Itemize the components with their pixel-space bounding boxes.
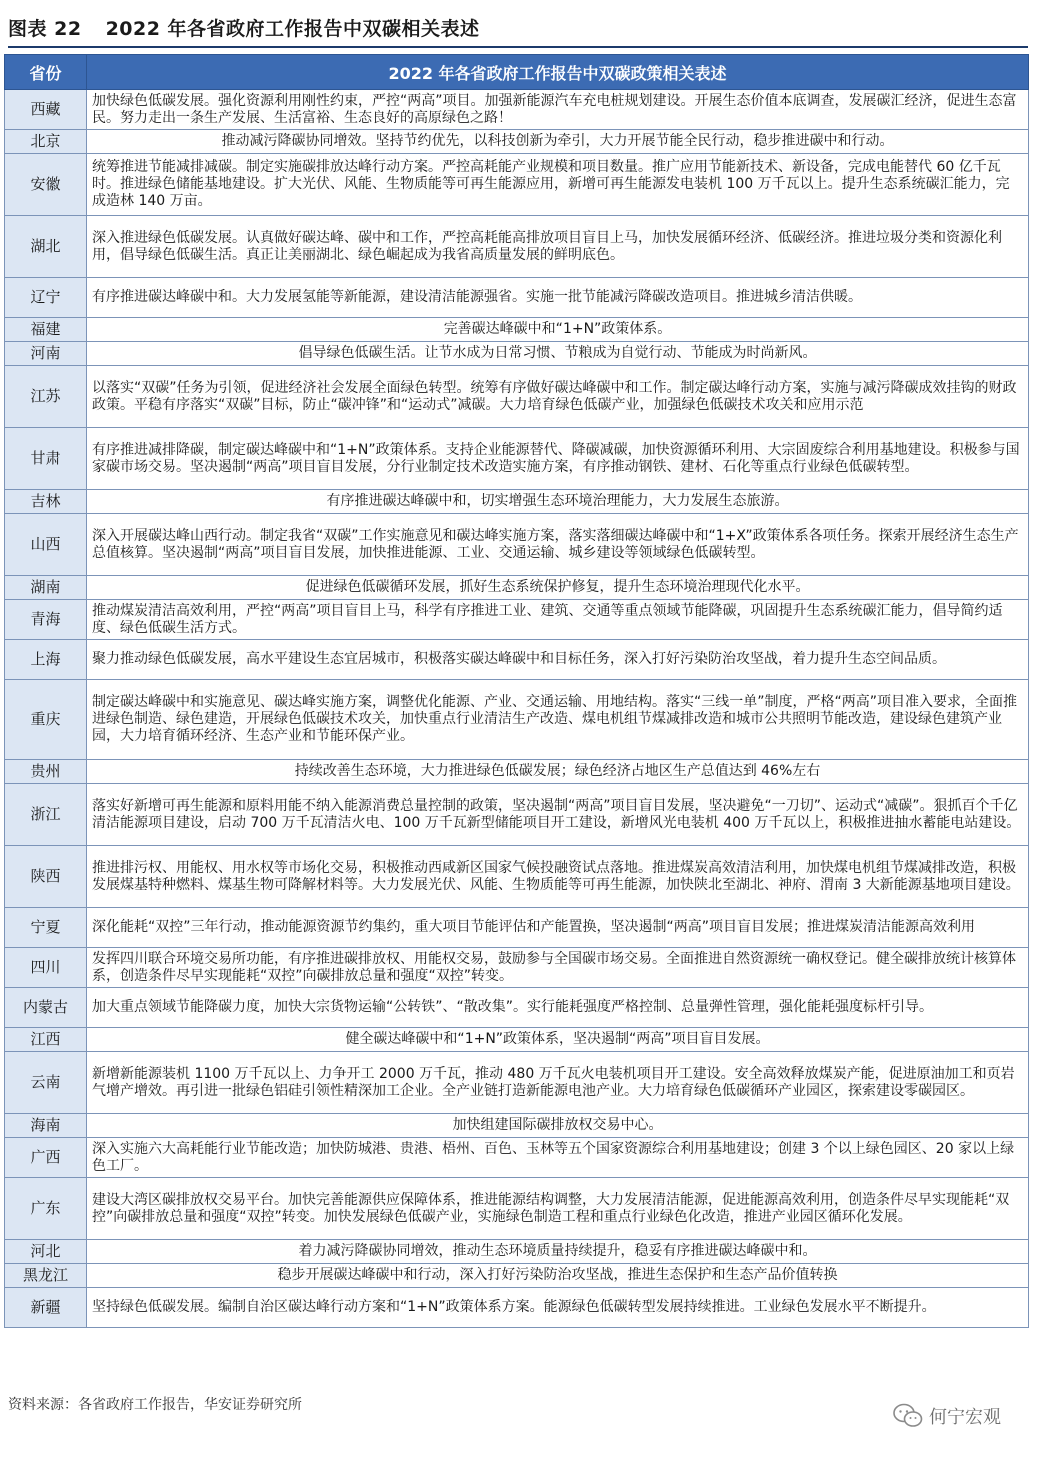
province-cell: 山西 bbox=[5, 514, 87, 576]
province-cell: 云南 bbox=[5, 1052, 87, 1114]
policy-text-cell: 健全碳达峰碳中和“1+N”政策体系，坚决遏制“两高”项目盲目发展。 bbox=[87, 1028, 1029, 1052]
table-row bbox=[5, 1264, 1029, 1288]
policy-text-cell: 完善碳达峰碳中和“1+N”政策体系。 bbox=[87, 318, 1029, 342]
policy-text-cell: 推动煤炭清洁高效利用，严控“两高”项目盲目上马，科学有序推进工业、建筑、交通等重点领域节能降碳，巩固提升生态系统碳汇能力，倡导简约适度、绿色低碳生活方式。 bbox=[87, 600, 1029, 640]
header-province: 省份 bbox=[5, 55, 87, 90]
table-row bbox=[5, 1028, 1029, 1052]
table-row bbox=[5, 216, 1029, 278]
table-row bbox=[5, 1240, 1029, 1264]
policy-text-cell: 稳步开展碳达峰碳中和行动，深入打好污染防治攻坚战，推进生态保护和生态产品价值转换 bbox=[87, 1264, 1029, 1288]
table-row bbox=[5, 948, 1029, 988]
table-row bbox=[5, 1052, 1029, 1114]
table-row bbox=[5, 130, 1029, 154]
table-row bbox=[5, 514, 1029, 576]
table-row bbox=[5, 760, 1029, 784]
figure-title bbox=[8, 12, 1028, 48]
province-cell: 宁夏 bbox=[5, 908, 87, 948]
policy-text-cell: 坚持绿色低碳发展。编制自治区碳达峰行动方案和“1+N”政策体系方案。能源绿色低碳转型发展持续推进。工业绿色发展水平不断提升。 bbox=[87, 1288, 1029, 1328]
province-cell: 上海 bbox=[5, 640, 87, 680]
policy-text-cell: 加快组建国际碳排放权交易中心。 bbox=[87, 1114, 1029, 1138]
policy-text-cell: 以落实“双碳”任务为引领，促进经济社会发展全面绿色转型。统筹有序做好碳达峰碳中和工作。制定碳达峰行动方案，实施与减污降碳成效挂钩的财政政策。平稳有序落实“双碳”目标，防止“碳冲锋”和“运动式”减碳。大力培育绿色低碳产业，加强绿色低碳技术攻关和应用示范 bbox=[87, 366, 1029, 428]
province-cell: 吉林 bbox=[5, 490, 87, 514]
table-row bbox=[5, 342, 1029, 366]
province-cell: 青海 bbox=[5, 600, 87, 640]
table-row bbox=[5, 1138, 1029, 1178]
policy-text-cell: 聚力推动绿色低碳发展，高水平建设生态宜居城市，积极落实碳达峰碳中和目标任务，深入打好污染防治攻坚战，着力提升生态空间品质。 bbox=[87, 640, 1029, 680]
table-row bbox=[5, 576, 1029, 600]
province-cell: 河南 bbox=[5, 342, 87, 366]
table-row bbox=[5, 318, 1029, 342]
table-row bbox=[5, 784, 1029, 846]
table-row bbox=[5, 1114, 1029, 1138]
province-cell: 安徽 bbox=[5, 154, 87, 216]
policy-text-cell: 统筹推进节能减排减碳。制定实施碳排放达峰行动方案。严控高耗能产业规模和项目数量。推广应用节能新技术、新设备，完成电能替代 60 亿千瓦时。推进绿色储能基地建设。扩大光伏、风能、生物质能等可再生能源应用，新增可再生能源发电装机 100 万千瓦以上。提升生态系统碳汇能力，完成造林 140 万亩。 bbox=[87, 154, 1029, 216]
policy-text-cell: 建设大湾区碳排放权交易平台。加快完善能源供应保障体系，推进能源结构调整，大力发展清洁能源，促进能源高效利用，创造条件尽早实现能耗“双控”向碳排放总量和强度“双控”转变。加快发展绿色低碳产业，实施绿色制造工程和重点行业绿色化改造，推进产业园区循环化发展。 bbox=[87, 1178, 1029, 1240]
policy-text-cell: 制定碳达峰碳中和实施意见、碳达峰实施方案，调整优化能源、产业、交通运输、用地结构。落实“三线一单”制度，严格“两高”项目准入要求，全面推进绿色制造、绿色建造，开展绿色低碳技术攻关，加快重点行业清洁生产改造、煤电机组节煤减排改造和城市公共照明节能改造，建设绿色建筑产业园，大力培育循环经济、生态产业和节能环保产业。 bbox=[87, 680, 1029, 760]
table-row bbox=[5, 428, 1029, 490]
province-cell: 湖北 bbox=[5, 216, 87, 278]
policy-text-cell: 落实好新增可再生能源和原料用能不纳入能源消费总量控制的政策，坚决遏制“两高”项目盲目发展，坚决避免“一刀切”、运动式“减碳”。狠抓百个千亿清洁能源项目建设，启动 700 万千瓦清洁火电、100 万千瓦新型储能项目开工建设，新增风光电装机 400 万千瓦以上，积极推进抽水蓄能电站建设。 bbox=[87, 784, 1029, 846]
policy-text-cell: 推动减污降碳协同增效。坚持节约优先，以科技创新为牵引，大力开展节能全民行动，稳步推进碳中和行动。 bbox=[87, 130, 1029, 154]
policy-text-cell: 深化能耗“双控”三年行动，推动能源资源节约集约，重大项目节能评估和产能置换，坚决遏制“两高”项目盲目发展；推进煤炭清洁能源高效利用 bbox=[87, 908, 1029, 948]
header-policy: 2022 年各省政府工作报告中双碳政策相关表述 bbox=[87, 55, 1029, 90]
province-cell: 陕西 bbox=[5, 846, 87, 908]
table-row bbox=[5, 600, 1029, 640]
policy-text-cell: 新增新能源装机 1100 万千瓦以上、力争开工 2000 万千瓦，推动 480 万千瓦火电装机项目开工建设。安全高效释放煤炭产能，促进原油加工和页岩气增产增效。再引进一批绿色铝硅引领性精深加工企业。全产业链打造新能源电池产业。大力培育绿色低碳循环产业园区，探索建设零碳园区。 bbox=[87, 1052, 1029, 1114]
province-cell: 河北 bbox=[5, 1240, 87, 1264]
table-row bbox=[5, 490, 1029, 514]
province-cell: 西藏 bbox=[5, 90, 87, 130]
table-row bbox=[5, 1288, 1029, 1328]
province-cell: 湖南 bbox=[5, 576, 87, 600]
province-cell: 内蒙古 bbox=[5, 988, 87, 1028]
province-cell: 江苏 bbox=[5, 366, 87, 428]
policy-text-cell: 有序推进碳达峰碳中和。大力发展氢能等新能源，建设清洁能源强省。实施一批节能减污降碳改造项目。推进城乡清洁供暖。 bbox=[87, 278, 1029, 318]
table-row bbox=[5, 988, 1029, 1028]
policy-text-cell: 持续改善生态环境，大力推进绿色低碳发展；绿色经济占地区生产总值达到 46%左右 bbox=[87, 760, 1029, 784]
table-row bbox=[5, 366, 1029, 428]
table-row bbox=[5, 90, 1029, 130]
province-cell: 四川 bbox=[5, 948, 87, 988]
watermark bbox=[893, 1403, 1001, 1429]
policy-text-cell: 推进排污权、用能权、用水权等市场化交易，积极推动西咸新区国家气候投融资试点落地。推进煤炭高效清洁利用，加快煤电机组节煤减排改造，积极发展煤基特种燃料、煤基生物可降解材料等。大力发展光伏、风能、生物质能等可再生能源，加快陕北至湖北、神府、渭南 3 大新能源基地项目建设。 bbox=[87, 846, 1029, 908]
wechat-icon bbox=[893, 1403, 923, 1429]
policy-text-cell: 加快绿色低碳发展。强化资源利用刚性约束，严控“两高”项目。加强新能源汽车充电桩规划建设。开展生态价值本底调查，发展碳汇经济，促进生态富民。努力走出一条生产发展、生活富裕、生态良好的高原绿色之路！ bbox=[87, 90, 1029, 130]
table-row bbox=[5, 1178, 1029, 1240]
policy-text-cell: 深入开展碳达峰山西行动。制定我省“双碳”工作实施意见和碳达峰实施方案，落实落细碳达峰碳中和“1+X”政策体系各项任务。探索开展经济生态生产总值核算。坚决遏制“两高”项目盲目发展，加快推进能源、工业、交通运输、城乡建设等领域绿色低碳转型。 bbox=[87, 514, 1029, 576]
province-cell: 江西 bbox=[5, 1028, 87, 1052]
policy-text-cell: 有序推进减排降碳，制定碳达峰碳中和“1+N”政策体系。支持企业能源替代、降碳减碳，加快资源循环利用、大宗固废综合利用基地建设。积极参与国家碳市场交易。坚决遏制“两高”项目盲目发展，分行业制定技术改造实施方案，有序推动钢铁、建材、石化等重点行业绿色低碳转型。 bbox=[87, 428, 1029, 490]
province-cell: 福建 bbox=[5, 318, 87, 342]
policy-text-cell: 深入实施六大高耗能行业节能改造；加快防城港、贵港、梧州、百色、玉林等五个国家资源综合利用基地建设；创建 3 个以上绿色园区、20 家以上绿色工厂。 bbox=[87, 1138, 1029, 1178]
policy-text-cell: 有序推进碳达峰碳中和，切实增强生态环境治理能力，大力发展生态旅游。 bbox=[87, 490, 1029, 514]
figure-number: 图表 22 bbox=[8, 18, 82, 40]
table-header-row bbox=[5, 55, 1029, 90]
province-cell: 新疆 bbox=[5, 1288, 87, 1328]
table-row bbox=[5, 278, 1029, 318]
policy-text-cell: 深入推进绿色低碳发展。认真做好碳达峰、碳中和工作，严控高耗能高排放项目盲目上马，加快发展循环经济、低碳经济。推进垃圾分类和资源化利用，倡导绿色低碳生活。真正让美丽湖北、绿色崛起成为我省高质量发展的鲜明底色。 bbox=[87, 216, 1029, 278]
province-cell: 海南 bbox=[5, 1114, 87, 1138]
watermark-text: 何宁宏观 bbox=[929, 1407, 1001, 1428]
policy-text-cell: 发挥四川联合环境交易所功能，有序推进碳排放权、用能权交易，鼓励参与全国碳市场交易。全面推进自然资源统一确权登记。健全碳排放统计核算体系，创造条件尽早实现能耗“双控”向碳排放总量和强度“双控”转变。 bbox=[87, 948, 1029, 988]
table-row bbox=[5, 908, 1029, 948]
province-cell: 重庆 bbox=[5, 680, 87, 760]
table-row bbox=[5, 154, 1029, 216]
policy-text-cell: 加大重点领域节能降碳力度，加快大宗货物运输“公转铁”、“散改集”。实行能耗强度严格控制、总量弹性管理，强化能耗强度标杆引导。 bbox=[87, 988, 1029, 1028]
province-cell: 北京 bbox=[5, 130, 87, 154]
province-cell: 广东 bbox=[5, 1178, 87, 1240]
table-row bbox=[5, 640, 1029, 680]
province-cell: 甘肃 bbox=[5, 428, 87, 490]
province-cell: 浙江 bbox=[5, 784, 87, 846]
province-cell: 贵州 bbox=[5, 760, 87, 784]
policy-text-cell: 着力减污降碳协同增效，推动生态环境质量持续提升，稳妥有序推进碳达峰碳中和。 bbox=[87, 1240, 1029, 1264]
table-row bbox=[5, 846, 1029, 908]
province-cell: 黑龙江 bbox=[5, 1264, 87, 1288]
policy-text-cell: 促进绿色低碳循环发展，抓好生态系统保护修复，提升生态环境治理现代化水平。 bbox=[87, 576, 1029, 600]
province-cell: 广西 bbox=[5, 1138, 87, 1178]
policy-table bbox=[4, 54, 1029, 1328]
table-row bbox=[5, 680, 1029, 760]
source-note: 资料来源：各省政府工作报告，华安证券研究所 bbox=[8, 1397, 302, 1413]
policy-text-cell: 倡导绿色低碳生活。让节水成为日常习惯、节粮成为自觉行动、节能成为时尚新风。 bbox=[87, 342, 1029, 366]
figure-caption: 2022 年各省政府工作报告中双碳相关表述 bbox=[105, 18, 480, 40]
province-cell: 辽宁 bbox=[5, 278, 87, 318]
